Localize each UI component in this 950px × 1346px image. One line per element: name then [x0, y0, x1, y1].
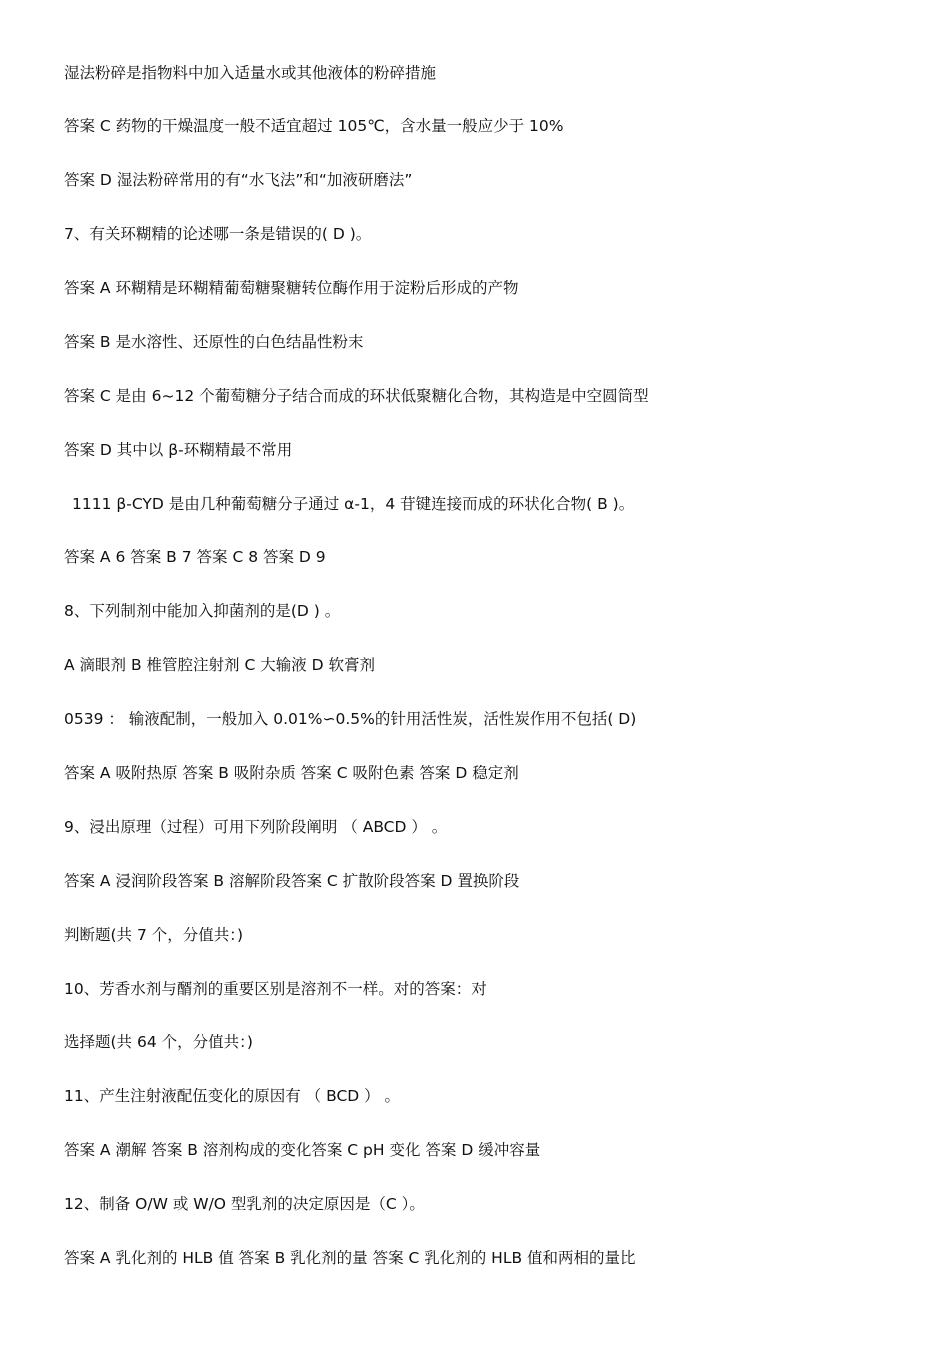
question-11: 11、产生注射液配伍变化的原因有 （ BCD ） 。: [64, 1087, 401, 1105]
answer-options-row: 答案 A 6 答案 B 7 答案 C 8 答案 D 9: [64, 548, 326, 566]
section-heading-judgement: 判断题(共 7 个，分值共：): [64, 926, 244, 944]
section-heading-choice: 选择题(共 64 个，分值共：): [64, 1033, 253, 1051]
answer-options-row: 答案 A 乳化剂的 HLB 值 答案 B 乳化剂的量 答案 C 乳化剂的 HLB 值和两相的量比: [64, 1249, 636, 1267]
question-1111: 1111 β-CYD 是由几种葡萄糖分子通过 α-1，4 苷键连接而成的环状化合物( B )。: [72, 495, 635, 513]
answer-option-c: 答案 C 是由 6~12 个葡萄糖分子结合而成的环状低聚糖化合物，其构造是中空圆筒型: [64, 387, 649, 405]
question-7: 7、有关环糊精的论述哪一条是错误的( D )。: [64, 225, 372, 243]
answer-options-row: 答案 A 吸附热原 答案 B 吸附杂质 答案 C 吸附色素 答案 D 稳定剂: [64, 764, 519, 782]
answer-option-a: 答案 A 环糊精是环糊精葡萄糖聚糖转位酶作用于淀粉后形成的产物: [64, 279, 519, 297]
answer-options-row: 答案 A 潮解 答案 B 溶剂构成的变化答案 C pH 变化 答案 D 缓冲容量: [64, 1141, 541, 1159]
text-line: 答案 C 药物的干燥温度一般不适宜超过 105℃，含水量一般应少于 10%: [64, 117, 564, 135]
question-0539: 0539 ： 输液配制，一般加入 0.01%∽0.5%的针用活性炭，活性炭作用不包括( D): [64, 710, 637, 728]
question-10: 10、芳香水剂与醑剂的重要区别是溶剂不一样。对的答案：对: [64, 980, 487, 998]
answer-option-d: 答案 D 其中以 β-环糊精最不常用: [64, 441, 293, 459]
answer-options-row: A 滴眼剂 B 椎管腔注射剂 C 大输液 D 软膏剂: [64, 656, 375, 674]
text-line: 答案 D 湿法粉碎常用的有“水飞法”和“加液研磨法”: [64, 171, 413, 189]
question-8: 8、下列制剂中能加入抑菌剂的是(D ) 。: [64, 602, 341, 620]
text-line: 湿法粉碎是指物料中加入适量水或其他液体的粉碎措施: [64, 64, 437, 82]
answer-options-row: 答案 A 浸润阶段答案 B 溶解阶段答案 C 扩散阶段答案 D 置换阶段: [64, 872, 520, 890]
answer-option-b: 答案 B 是水溶性、还原性的白色结晶性粉末: [64, 333, 364, 351]
question-9: 9、浸出原理（过程）可用下列阶段阐明 （ ABCD ） 。: [64, 818, 448, 836]
question-12: 12、制备 O/W 或 W/O 型乳剂的决定原因是（C ）。: [64, 1195, 425, 1213]
